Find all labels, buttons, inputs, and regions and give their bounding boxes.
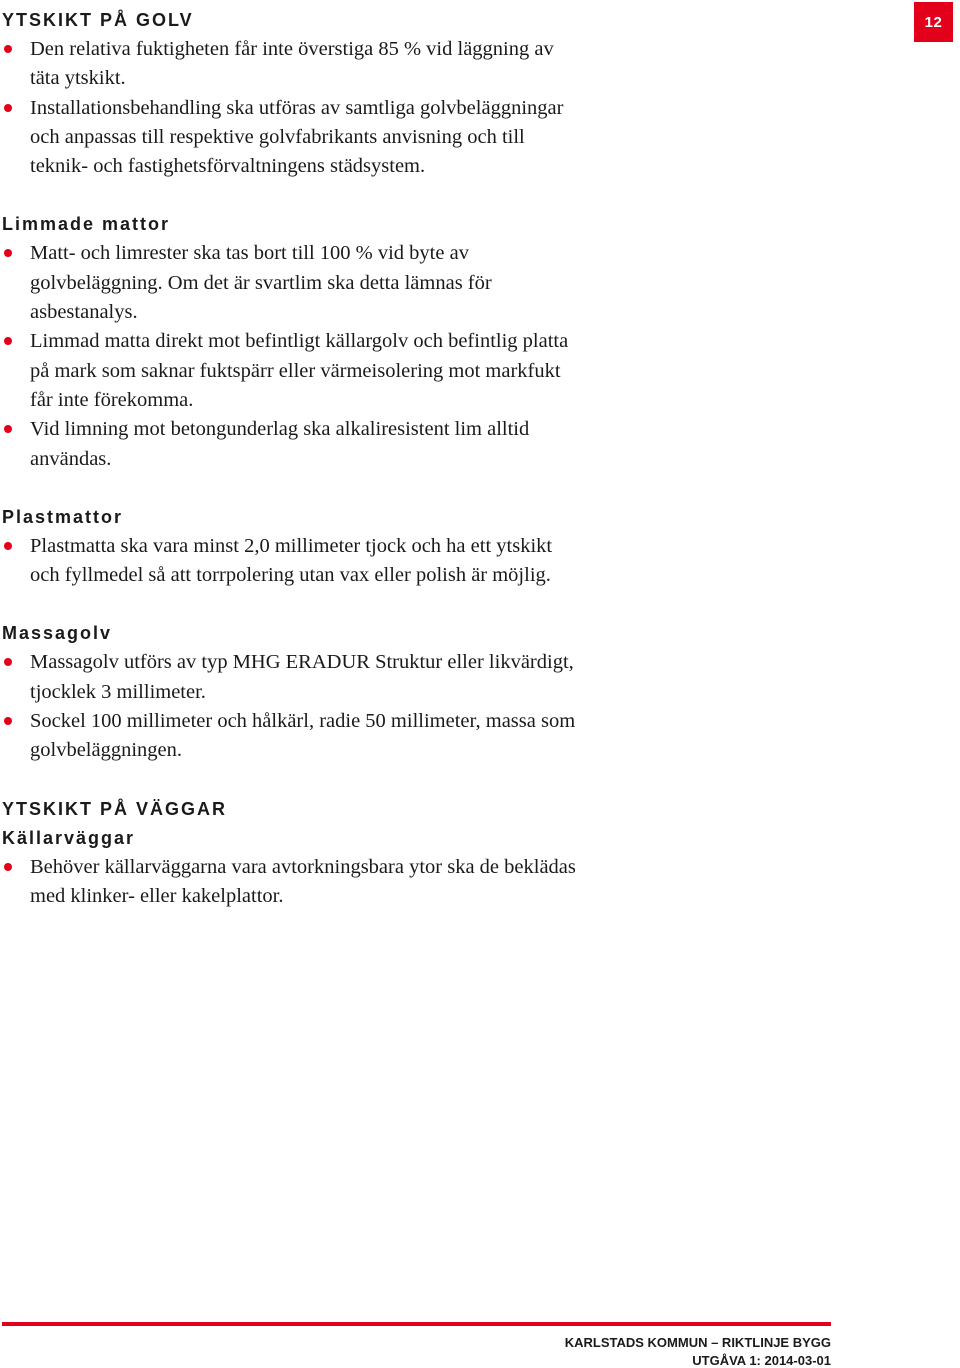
list-item [2,327,582,415]
bullet-icon [4,425,12,433]
bullet-list-limmade-mattor [2,239,582,473]
bullet-icon [4,658,12,666]
section-heading-limmade-mattor: Limmade mattor [2,214,171,235]
bullet-list-kallarvaggar [2,853,582,912]
section-heading-plastmattor: Plastmattor [2,506,124,527]
footer-organization: KARLSTADS KOMMUN – RIKTLINJE BYGG [564,1335,831,1350]
list-item [2,94,582,182]
section-subheading-kallarvaggar: Källarväggar [2,827,136,848]
list-item-text: Den relativa fuktigheten får inte överstiga 85 % vid läggning av täta ytskikt. [30,38,554,90]
list-item-text: Vid limning mot betongunderlag ska alkaliresistent lim alltid användas. [30,418,530,470]
list-item [2,853,582,912]
bullet-icon [4,863,12,871]
bullet-icon [4,45,12,53]
list-item [2,648,582,707]
list-item-text: Installationsbehandling ska utföras av samtliga golvbeläggningar och anpassas till respektive golvfabrikants anvisning och till teknik- och fastighetsförvaltningens städsystem. [30,96,564,178]
section-heading-ytskikt-pa-golv: YTSKIKT PÅ GOLV [2,10,194,30]
list-item [2,707,582,766]
footer-divider [2,1322,831,1326]
footer-edition: UTGÅVA 1: 2014-03-01 [692,1353,831,1368]
document-body [2,6,582,911]
list-item-text: Behöver källarväggarna vara avtorkningsbara ytor ska de beklädas med klinker- eller kakelplattor. [30,855,576,907]
page-number-badge: 12 [914,2,953,42]
bullet-icon [4,337,12,345]
list-item-text: Matt- och limrester ska tas bort till 100 % vid byte av golvbeläggning. Om det är svartlim ska detta lämnas för asbestanalys. [30,242,492,324]
section-heading-ytskikt-pa-vaggar: YTSKIKT PÅ VÄGGAR [2,798,228,819]
list-item-text: Limmad matta direkt mot befintligt källargolv och befintlig platta på mark som saknar fuktspärr eller värmeisolering mot markfukt får inte förekomma. [30,330,569,411]
list-item [2,239,582,327]
list-item [2,532,582,591]
list-item [2,415,582,474]
bullet-icon [4,717,12,725]
bullet-list-plastmattor [2,532,582,591]
bullet-list-massagolv [2,648,582,765]
bullet-icon [4,104,12,112]
list-item-text: Sockel 100 millimeter och hålkärl, radie 50 millimeter, massa som golvbeläggningen. [30,710,576,762]
bullet-list-ytskikt-pa-golv [2,35,582,181]
list-item [2,35,582,94]
list-item-text: Massagolv utförs av typ MHG ERADUR Struktur eller likvärdigt, tjocklek 3 millimeter. [30,651,574,703]
section-heading-massagolv: Massagolv [2,623,113,644]
list-item-text: Plastmatta ska vara minst 2,0 millimeter tjock och ha ett ytskikt och fyllmedel så att torrpolering utan vax eller polish är möjlig. [30,534,553,587]
bullet-icon [4,249,12,257]
bullet-icon [4,542,12,550]
